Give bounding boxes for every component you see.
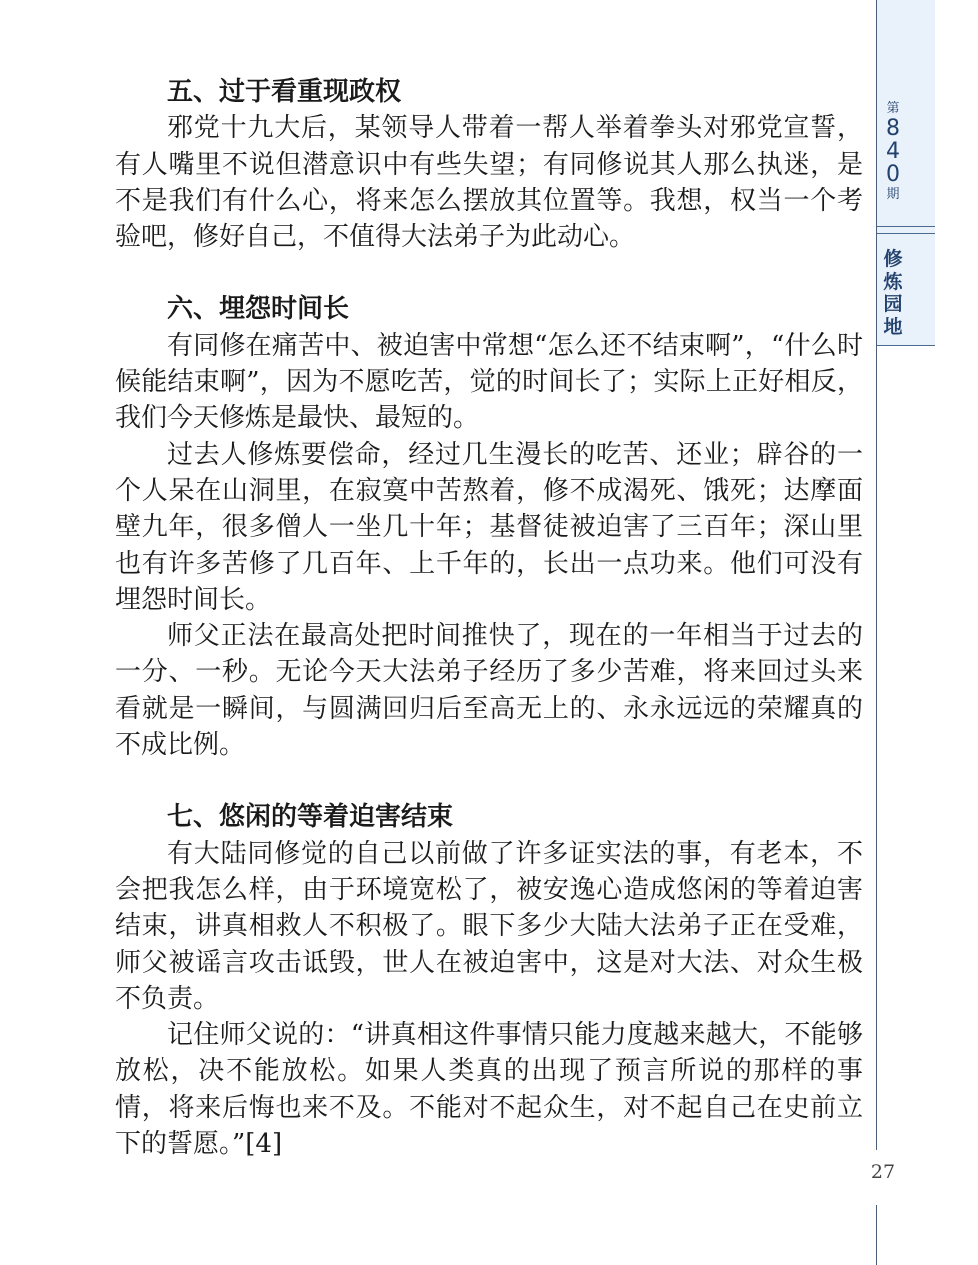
issue-suffix: 期 — [886, 187, 900, 202]
column-name-char: 园 — [883, 293, 903, 315]
issue-digit: 4 — [886, 139, 900, 164]
issue-digit: 0 — [886, 162, 900, 187]
vertical-rule — [876, 1205, 877, 1265]
issue-prefix: 第 — [886, 101, 900, 116]
section-heading: 六、埋怨时间长 — [167, 294, 350, 325]
section-7 — [115, 799, 863, 1162]
article-body — [115, 74, 863, 1162]
column-name-char: 地 — [883, 315, 903, 338]
page-number: 27 — [870, 1161, 896, 1183]
paragraph: 过去人修炼要偿命，经过几生漫长的吃苦、还业；辟谷的一个人呆在山洞里，在寂寞中苦熬着，修不成渴死、饿死；达摩面壁九年，很多僧人一坐几十年；基督徒被迫害了三百年；深山里也有许多苦修了几百年、上千年的，长出一点功来。他们可没有埋怨时间长。 — [115, 439, 863, 615]
paragraph: 有同修在痛苦中、被迫害中常想“怎么还不结束啊”，“什么时候能结束啊”，因为不愿吃苦，觉的时间长了；实际上正好相反，我们今天修炼是最快、最短的。 — [115, 330, 863, 434]
column-name — [877, 248, 909, 338]
issue-digit: 8 — [886, 116, 900, 141]
column-name-char: 炼 — [883, 270, 903, 293]
section-6 — [115, 291, 863, 763]
paragraph: 邪党十九大后，某领导人带着一帮人举着拳头对邪党宣誓，有人嘴里不说但潜意识中有些失望；有同修说其人那么执迷，是不是我们有什么心，将来怎么摆放其位置等。我想，权当一个考验吧，修好自己，不值得大法弟子为此动心。 — [115, 113, 863, 253]
section-heading: 七、悠闲的等着迫害结束 — [167, 802, 454, 833]
vertical-rule — [876, 0, 877, 1150]
paragraph: 记住师父说的：“讲真相这件事情只能力度越来越大，不能够放松，决不能放松。如果人类真的出现了预言所说的那样的事情，将来后悔也来不及。不能对不起众生，对不起自己在史前立下的誓愿。”[4] — [115, 1020, 863, 1160]
sidebar-divider — [877, 233, 935, 234]
section-5 — [115, 74, 863, 255]
column-name-char: 修 — [883, 248, 903, 270]
sidebar-divider — [877, 226, 935, 227]
issue-number — [877, 100, 909, 203]
paragraph: 有大陆同修觉的自己以前做了许多证实法的事，有老本，不会把我怎么样，由于环境宽松了，被安逸心造成悠闲的等着迫害结束，讲真相救人不积极了。眼下多少大陆大法弟子正在受难，师父被谣言攻击诋毁，世人在被迫害中，这是对大法、对众生极不负责。 — [115, 838, 863, 1014]
paragraph: 师父正法在最高处把时间推快了，现在的一年相当于过去的一分、一秒。无论今天大法弟子经历了多少苦难，将来回过头来看就是一瞬间，与圆满回归后至高无上的、永永远远的荣耀真的不成比例。 — [115, 621, 863, 761]
section-heading: 五、过于看重现政权 — [167, 77, 402, 107]
sidebar-divider — [877, 345, 935, 346]
